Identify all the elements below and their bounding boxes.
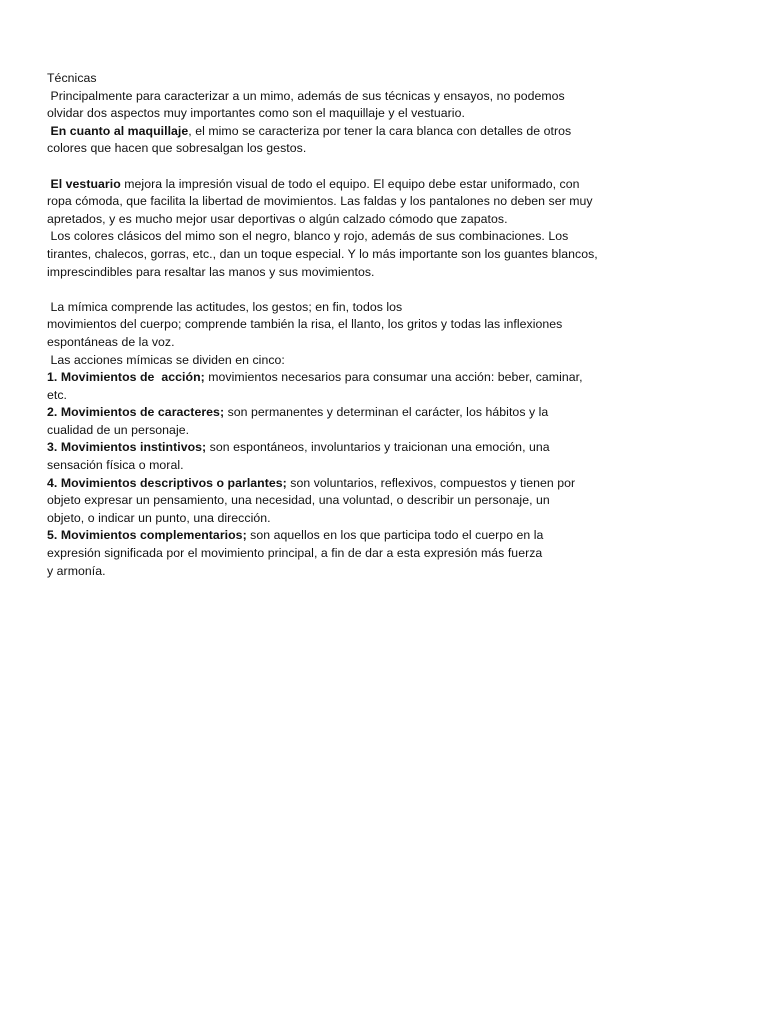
list-item-1-line-2: etc. [47,387,68,402]
list-item-2-lead: 2. Movimientos de caracteres; [47,405,225,420]
list-item-2-line-2: cualidad de un personaje. [47,422,190,437]
mimicry-line-2: movimientos del cuerpo; comprende también la risa, el llanto, los gritos y todas las inflexiones [47,317,563,332]
list-item-1-lead: 1. Movimientos de acción; [47,370,205,385]
mimicry-line-1: La mímica comprende las actitudes, los gestos; en fin, todos los [47,299,403,314]
costume-line-5: tirantes, chalecos, gorras, etc., dan un toque especial. Y lo más importante son los guantes blancos, [47,246,598,261]
mimicry-line-4: Las acciones mímicas se dividen en cinco: [47,352,285,367]
list-item-4-rest: son voluntarios, reflexivos, compuestos y tienen por [286,475,576,490]
list-item-1-line-1 [47,369,627,387]
costume-line-1 [47,176,627,194]
list-item-4-line-1 [47,475,627,493]
intro-line-1: Principalmente para caracterizar a un mimo, además de sus técnicas y ensayos, no podemos [47,88,565,103]
makeup-line-1-rest: , el mimo se caracteriza por tener la cara blanca con detalles de otros [188,123,572,138]
list-item-2-rest: son permanentes y determinan el carácter, los hábitos y la [224,405,549,420]
list-item-5-line-3: y armonía. [47,563,106,578]
makeup-line-2: colores que hacen que sobresalgan los gestos. [47,141,307,156]
list-item-1-rest: movimientos necesarios para consumar una acción: beber, caminar, [204,370,583,385]
makeup-lead: En cuanto al maquillaje [47,123,189,138]
costume-lead: El vestuario [47,176,121,191]
paragraph-spacer [47,281,627,299]
costume-line-6: imprescindibles para resaltar las manos y sus movimientos. [47,264,375,279]
list-item-3-line-1 [47,439,627,457]
paragraph-spacer [47,158,627,176]
costume-line-1-rest: mejora la impresión visual de todo el equipo. El equipo debe estar uniformado, con [120,176,580,191]
mimicry-line-3: espontáneas de la voz. [47,334,175,349]
list-item-5-line-2: expresión significada por el movimiento principal, a fin de dar a esta expresión más fuerza [47,546,543,561]
list-item-3-rest: son espontáneos, involuntarios y traicionan una emoción, una [206,440,550,455]
document-heading: Técnicas [47,71,97,85]
list-item-4-line-3: objeto, o indicar un punto, una dirección. [47,510,271,525]
document-page [47,70,627,580]
list-item-4-lead: 4. Movimientos descriptivos o parlantes; [47,475,287,490]
list-item-4-line-2: objeto expresar un pensamiento, una necesidad, una voluntad, o describir un personaje, un [47,493,550,508]
list-item-5-line-1 [47,527,627,545]
intro-line-2: olvidar dos aspectos muy importantes como son el maquillaje y el vestuario. [47,106,465,121]
list-item-3-lead: 3. Movimientos instintivos; [47,440,207,455]
costume-line-2: ropa cómoda, que facilita la libertad de movimientos. Las faldas y los pantalones no deben ser muy [47,194,593,209]
list-item-3-line-2: sensación física o moral. [47,458,184,473]
costume-line-3: apretados, y es mucho mejor usar deportivas o algún calzado cómodo que zapatos. [47,211,508,226]
costume-line-4: Los colores clásicos del mimo son el negro, blanco y rojo, además de sus combinaciones. Los [47,229,569,244]
makeup-line-1 [47,123,627,141]
list-item-2-line-1 [47,404,627,422]
list-item-5-lead: 5. Movimientos complementarios; [47,528,247,543]
list-item-5-rest: son aquellos en los que participa todo el cuerpo en la [246,528,544,543]
